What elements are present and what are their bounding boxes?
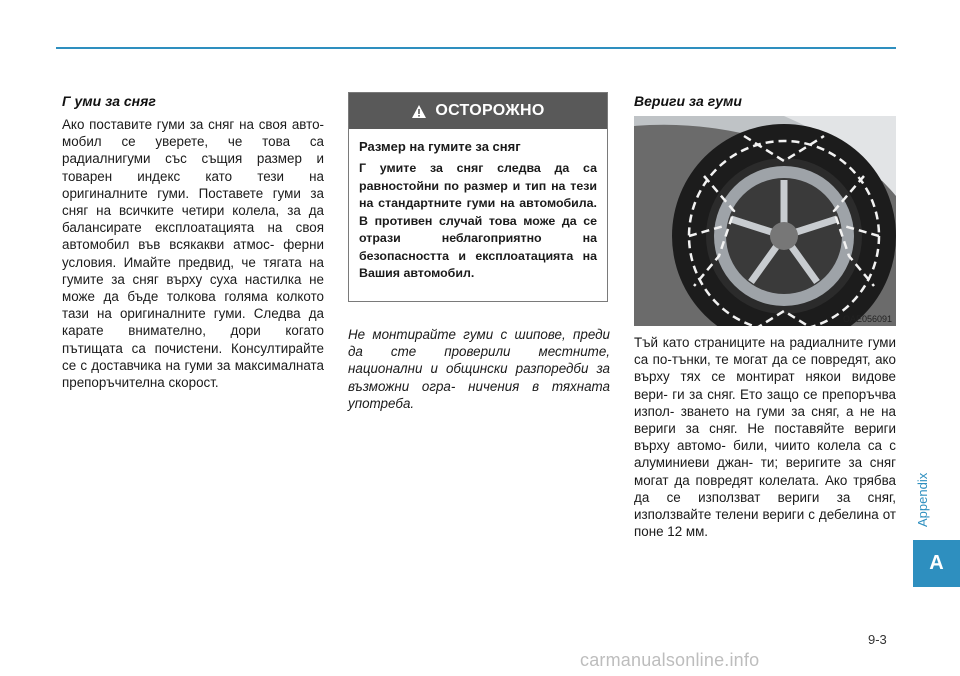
column-tire-chains <box>634 92 896 540</box>
warning-header <box>349 93 607 129</box>
column-warning <box>348 92 610 412</box>
warning-title: Размер на гумите за сняг <box>359 139 521 154</box>
section-heading-snow-tires: Г уми за сняг <box>62 93 156 109</box>
section-heading-tire-chains: Вериги за гуми <box>634 93 742 109</box>
warning-text: Г умите за сняг следва да са равностойни по размер и тип на тези на стандартните гуми на автомобила. В противен случай това може да се отрази неблагоприятно на безопасността и експлоатацията на Вашия автомобил. <box>359 161 597 280</box>
tire-chains-text: Тъй като страниците на радиалните гуми са по-тънки, те могат да се повредят, ако върху тях се монтират някои видове вери- ги за сняг. Ето защо се препоръчва изпол- зването на гуми за сняг, а не на вериги за сняг. Не поставяйте вериги върху автомо- били, чиито колела са с алуминиеви джан- ти; веригите за сняг могат да повредят колелата. Ако трябва да се използват вериги за сняг, използвайте телени вериги с дебелина от поне 12 мм. <box>634 335 896 540</box>
warning-icon <box>411 104 427 119</box>
tire-chains-photo <box>634 116 896 326</box>
page-number: 9-3 <box>868 632 887 647</box>
snow-tires-text: Ако поставите гуми за сняг на своя авто- мобил се уверете, че това са радиалнигуми със същия размер и товарен индекс като тези на оригиналните гуми. Поставете гуми за сняг на всичките четири колела, за да балансирате експлоатацията на своя автомобил във всякакви атмос- ферни условия. Имайте предвид, че тягата на гумите за сняг върху суха настилка не може да бъде толкова голяма колкото тази на оригиналните гуми. Следва да карате внимателно, дори когато пътищата са почистени. Консултирайте се с доставчика на гуми за максималната препоръчителна скорост. <box>62 117 324 391</box>
top-rule <box>56 47 896 49</box>
appendix-tab[interactable]: A <box>913 540 960 587</box>
appendix-label: Appendix <box>915 472 930 528</box>
studded-tires-note: Не монтирайте гуми с шипове, преди да сте проверили местните, национални и общински разпоредби за възможни огра- ничения в тяхната употреба. <box>348 327 610 411</box>
watermark: carmanualsonline.info <box>580 650 760 670</box>
column-snow-tires <box>62 92 324 391</box>
warning-box <box>348 92 608 302</box>
warning-label: ОСТОРОЖНО <box>435 102 545 119</box>
image-code: OAE056091 <box>842 314 892 324</box>
tire-chain-illustration <box>634 116 896 326</box>
